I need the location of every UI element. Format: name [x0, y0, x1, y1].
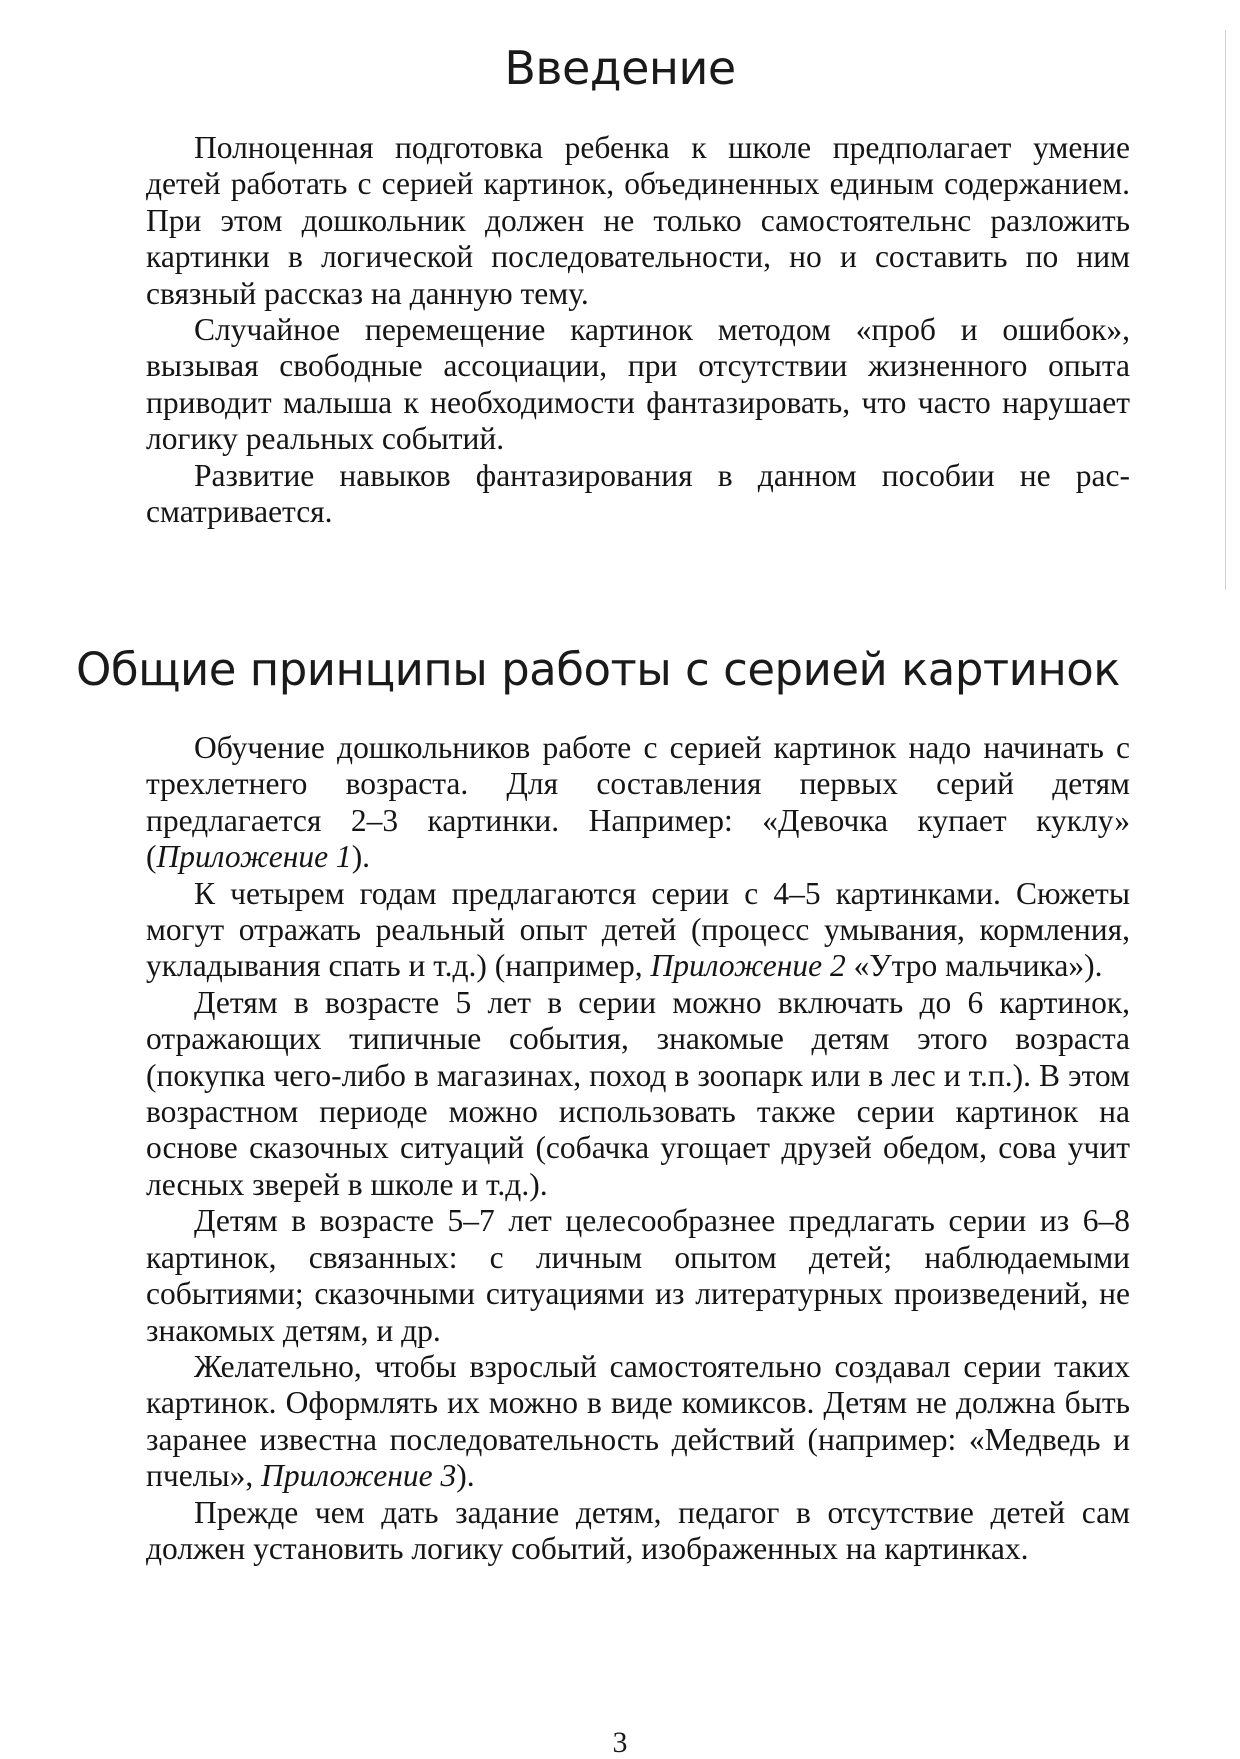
- paragraph-text-end: «Утро мальчика»).: [845, 948, 1103, 984]
- principles-paragraph-1: [146, 730, 1130, 876]
- principles-paragraph-6: Прежде чем дать задание детям, педагог в отсутствие детей сам должен установить логику событий, изображенных на картинках.: [146, 1494, 1130, 1566]
- intro-paragraph-2: Случайное перемещение картинок методом «проб и ошибок», вызывая свободные ассоциации, при отсутствии жизненного опыта приводит малыша к необходимости фантазировать, что часто нарушает логику реальных событий.: [146, 312, 1130, 457]
- scan-edge-line: [1225, 30, 1226, 590]
- appendix-reference: Приложение 3: [261, 1458, 457, 1494]
- principles-section: [146, 730, 1130, 1567]
- appendix-reference: Приложение 1: [156, 839, 352, 875]
- principles-paragraph-3: Детям в возрасте 5 лет в серии можно включать до 6 картинок, отражающих типичные события, знакомые детям этого возраста (покупка чего-либо в магазинах, поход в зоопарк или в лес и т.п.). В этом возрастном периоде можно использовать также серии картинок на основе сказочных ситуаций (собачка угощает друзей обедом, сова учит лесных зверей в школе и т.д.).: [146, 984, 1130, 1202]
- paragraph-text: Желательно, чтобы взрослый самостоятельно создавал серии таких картинок. Оформлять их можно в виде комиксов. Детям не должна быть заранее известна последовательность действий (например: «Медведь и пчелы»,: [146, 1348, 1130, 1494]
- principles-paragraph-4: Детям в возрасте 5–7 лет целесообразнее предлагать серии из 6–8 картинок, связанных: с личным опытом детей; наблюдаемыми событиями; сказочными ситуациями из литературных произведений, не знакомых детям, и др.: [146, 1203, 1130, 1348]
- principles-paragraph-5: [146, 1349, 1130, 1495]
- principles-paragraph-2: [146, 876, 1130, 985]
- page-number: 3: [612, 1726, 628, 1759]
- paragraph-text-end: ).: [456, 1458, 475, 1494]
- appendix-reference: Приложение 2: [650, 948, 846, 984]
- paragraph-text-end: ).: [351, 839, 371, 875]
- introduction-section: [146, 130, 1130, 530]
- intro-paragraph-3: Развитие навыков фантазирования в данном пособии не рассматривается.: [146, 457, 1130, 530]
- heading-introduction: Введение: [504, 41, 736, 95]
- paragraph-text: Обучение дошкольников работе с серией картинок надо начинать с трехлетнего возраста. Для составления первых серий детям предлагается 2–3 картинки. Например: «Девочка купает куклу» (: [146, 730, 1130, 875]
- paragraph-text: К четырем годам предлагаются серии с 4–5 картинками. Сюжеты могут отражать реальный опыт детей (процесс умывания, кормления, укладывания спать и т.д.) (например,: [146, 875, 1130, 984]
- intro-paragraph-1: Полноценная подготовка ребенка к школе предполагает умение детей работать с серией картинок, объединенных единым содержанием. При этом дошкольник должен не только самостоятельнс разложить картинки в логической последовательности, но и составить по ним связный рассказ на данную тему.: [146, 130, 1130, 311]
- heading-general-principles: Общие принципы работы с серией картинок: [76, 643, 1120, 696]
